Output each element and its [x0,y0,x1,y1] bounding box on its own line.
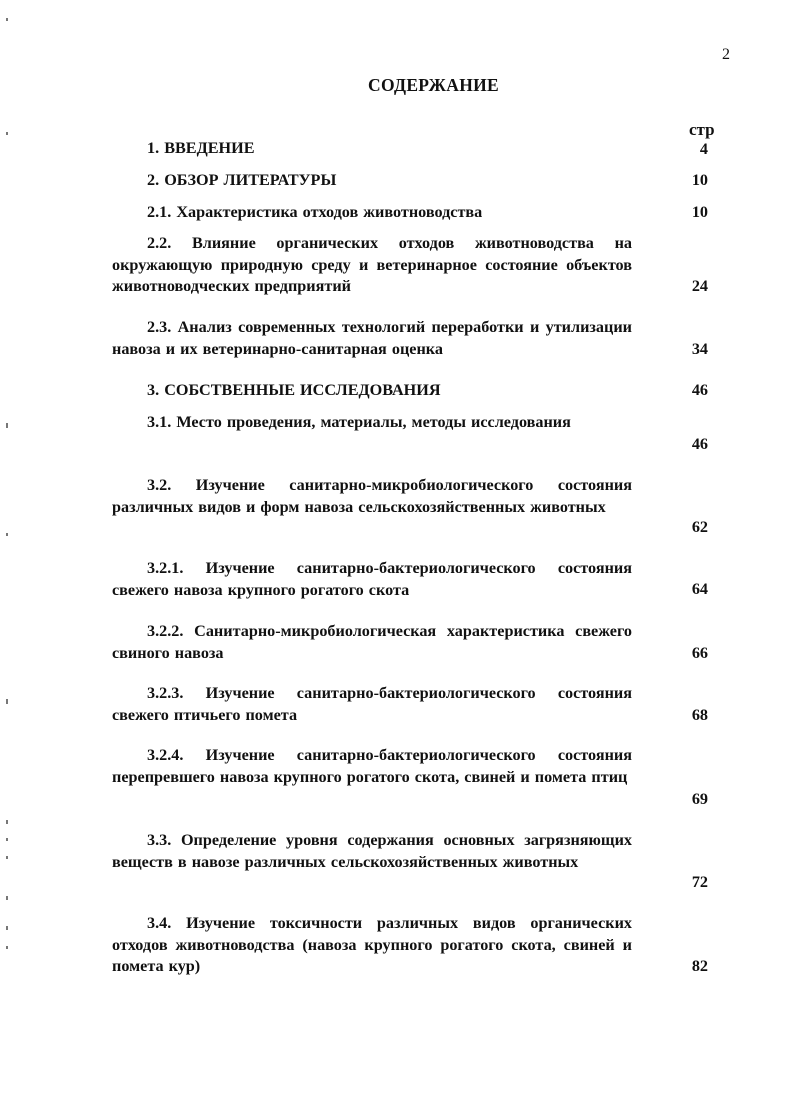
scan-artifact [6,820,8,824]
toc-page-ref: 34 [691,340,708,358]
toc-page-ref: 68 [691,706,708,724]
toc-entry-text: 2.3. Анализ современных технологий переработки и утилизации навоза и их ветеринарно-санитарная оценка [112,318,632,358]
toc-page-ref: 62 [691,518,708,536]
toc-entry-text: 3.3. Определение уровня содержания основных загрязняющих веществ в навозе различных сельскохозяйственных животных [112,831,632,871]
toc-entry-3-1 [112,412,632,434]
toc-page-ref: 66 [691,644,708,662]
toc-page-ref: 72 [691,873,708,891]
toc-entry-3-2-1 [112,558,632,601]
toc-entry-text: 1. ВВЕДЕНИЕ [147,139,255,157]
toc-entry-text: 3.4. Изучение токсичности различных видов органических отходов животноводства (навоза крупного рогатого скота, свиней и помета кур) [112,914,632,975]
scan-artifact [6,838,8,841]
toc-entry-text: 3.2.4. Изучение санитарно-бактериологического состояния перепревшего навоза крупного рогатого скота, свиней и помета птиц [112,746,632,786]
toc-page-ref: 10 [691,171,708,189]
scan-artifact [6,856,8,859]
page-title: СОДЕРЖАНИЕ [368,75,500,95]
toc-page-ref: 4 [699,140,708,158]
toc-entry-text: 2.1. Характеристика отходов животноводства [147,203,483,221]
toc-entry-own-research [112,380,632,402]
scan-artifact [6,18,8,21]
page-number: 2 [722,46,730,63]
toc-entry-text: 3.1. Место проведения, материалы, методы исследования [147,413,571,431]
toc-entry-text: 3.2.1. Изучение санитарно-бактериологического состояния свежего навоза крупного рогатого скота [112,559,632,599]
toc-page-ref: 64 [691,580,708,598]
scan-artifact [6,132,8,135]
toc-entry-2-1 [112,202,632,224]
toc-entry-2-2 [112,233,632,298]
scan-artifact [6,423,8,428]
toc-page-ref: 46 [691,381,708,399]
toc-entry-literature-review [112,170,632,192]
toc-entry-3-2 [112,475,632,518]
scan-artifact [6,699,8,704]
toc-page-ref: 24 [691,277,708,295]
scan-artifact [6,533,8,536]
toc-entry-3-3 [112,830,632,873]
toc-page-ref: 10 [691,203,708,221]
scan-artifact [6,926,8,930]
toc-entry-3-2-4 [112,745,632,788]
toc-entry-text: 3. СОБСТВЕННЫЕ ИССЛЕДОВАНИЯ [147,381,441,399]
toc-entry-3-2-2 [112,621,632,664]
scan-artifact [6,896,8,900]
toc-entry-3-4 [112,913,632,978]
toc-page-ref: 82 [691,957,708,975]
page-column-label: стр [689,120,715,139]
toc-page-ref: 69 [691,790,708,808]
toc-entry-text: 3.2.2. Санитарно-микробиологическая характеристика свежего свиного навоза [112,622,632,662]
toc-entry-2-3 [112,317,632,360]
toc-entry-text: 2.2. Влияние органических отходов животноводства на окружающую природную среду и ветеринарное состояние объектов животноводческих предприятий [112,234,632,295]
toc-entry-text: 2. ОБЗОР ЛИТЕРАТУРЫ [147,171,337,189]
toc-entry-text: 3.2.3. Изучение санитарно-бактериологического состояния свежего птичьего помета [112,684,632,724]
toc-entry-text: 3.2. Изучение санитарно-микробиологического состояния различных видов и форм навоза сельскохозяйственных животных [112,476,632,516]
toc-page-ref: 46 [691,435,708,453]
toc-entry-intro [112,138,632,160]
scan-artifact [6,946,8,949]
toc-entry-3-2-3 [112,683,632,726]
